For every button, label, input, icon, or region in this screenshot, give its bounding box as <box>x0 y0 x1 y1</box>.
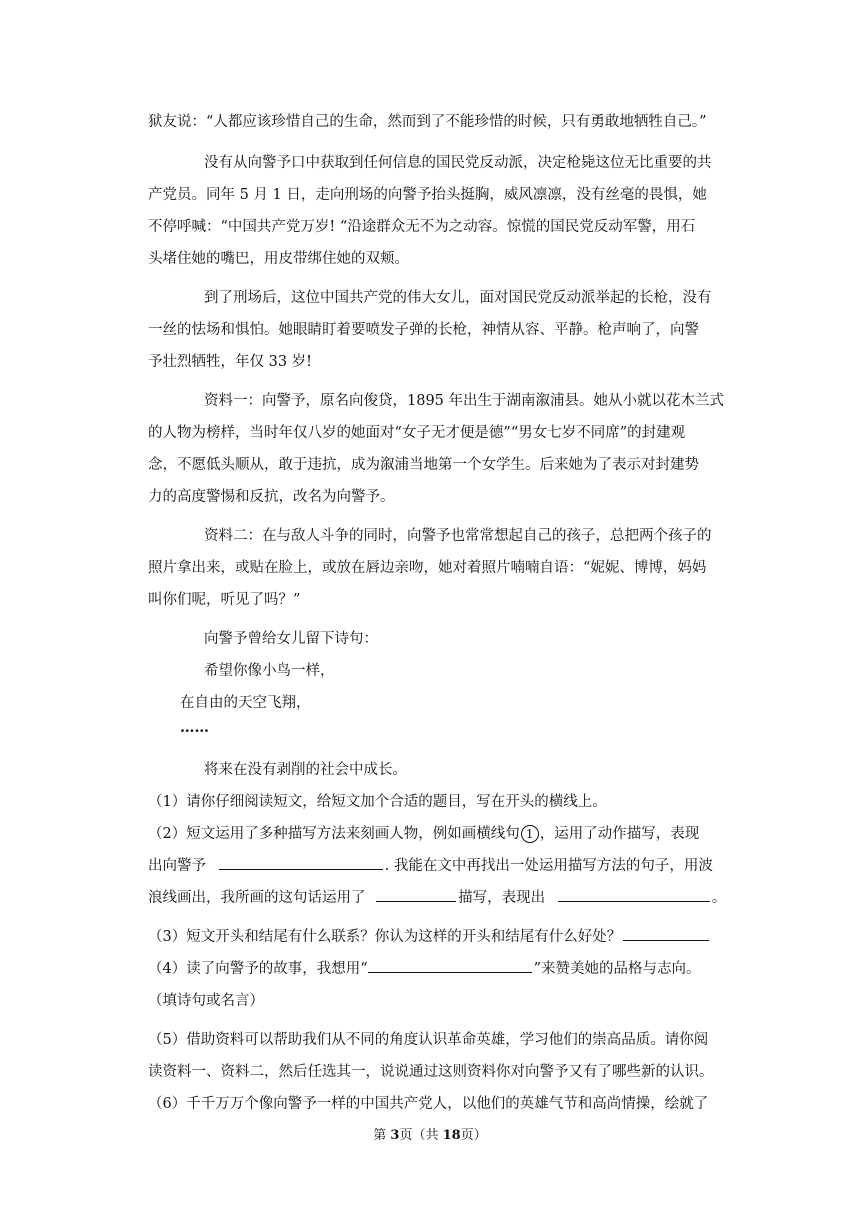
question-5-line: （5）借助资料可以帮助我们从不同的角度认识革命英雄，学习他们的崇高品质。请你阅 <box>148 1032 709 1048</box>
poem-intro: 向警予曾给女儿留下诗句： <box>204 631 378 647</box>
intro-line: 狱友说：“人都应该珍惜自己的生命，然而到了不能珍惜的时候，只有勇敢地牺牲自己。” <box>148 114 707 130</box>
question-2-text: （2）短文运用了多种描写方法来刻画人物，例如画横线句 <box>148 826 520 842</box>
answer-blank[interactable] <box>219 855 383 870</box>
poem-line: 在自由的天空飞翔， <box>180 695 311 711</box>
material-one-line: 念，不愿低头顺从，敢于违抗，成为溆浦当地第一个女学生。后来她为了表示对封建势 <box>148 457 699 473</box>
material-one-line: 力的高度警惕和反抗，改名为向警予。 <box>148 489 395 505</box>
question-2-line <box>148 886 726 907</box>
question-4-note: （填诗句或名言） <box>148 993 264 1009</box>
question-2-text: 。 <box>711 890 727 906</box>
paragraph-line: 不停呼喊：“中国共产党万岁! “沿途群众无不为之动容。惊慌的国民党反动军警，用石 <box>148 219 696 235</box>
paragraph-line: 产党员。同年 5 月 1 日，走向刑场的向警予抬头挺胸，威风凛凛，没有丝毫的畏惧，她 <box>148 187 707 203</box>
footer-total-pages: 18 <box>442 1128 461 1143</box>
question-2-text: 浪线画出，我所画的这句话运用了 <box>148 890 366 906</box>
question-1: （1）请你仔细阅读短文，给短文加个合适的题目，写在开头的横线上。 <box>148 794 607 810</box>
poem-ellipsis: …… <box>180 719 209 736</box>
question-4-text: ”来赞美她的品格与志向。 <box>533 961 701 977</box>
page-footer <box>0 1124 860 1143</box>
material-one-line: 的人物为榜样，当时年仅八岁的她面对“女子无才便是德”“男女七岁不同席”的封建观 <box>148 425 686 441</box>
question-2-text: 描写，表现出 <box>458 890 546 906</box>
answer-blank[interactable] <box>376 887 456 902</box>
circled-number: 1 <box>521 825 539 843</box>
question-2-line <box>148 854 713 875</box>
question-2-line <box>148 822 699 843</box>
answer-blank[interactable] <box>368 958 532 973</box>
question-3-text: （3）短文开头和结尾有什么联系？你认为这样的开头和结尾有什么好处？ <box>148 929 622 945</box>
question-5-line: 读资料一、资料二，然后任选其一，说说通过这则资料你对向警予又有了哪些新的认识。 <box>148 1064 714 1080</box>
question-3-line <box>148 925 711 946</box>
question-2-text: . 我能在文中再找出一处运用描写方法的句子，用波 <box>384 858 713 874</box>
footer-prefix: 第 <box>373 1128 391 1143</box>
material-two-line: 照片拿出来，或贴在脸上，或放在唇边亲吻，她对着照片喃喃自语：“妮妮、博博，妈妈 <box>148 560 707 576</box>
material-two-line: 叫你们呢，听见了吗？” <box>148 592 301 608</box>
material-one-line: 资料一：向警予，原名向俊贷，1895 年出生于湖南溆浦县。她从小就以花木兰式 <box>204 393 725 409</box>
question-4-text: （4）读了向警予的故事，我想用“ <box>148 961 368 977</box>
answer-blank[interactable] <box>623 926 709 941</box>
poem-line: 希望你像小鸟一样， <box>204 663 335 679</box>
paragraph-line: 一丝的怯场和惧怕。她眼睛盯着要喷发子弹的长枪，神情从容、平静。枪声响了，向警 <box>148 322 699 338</box>
paragraph-line: 予壮烈牺牲，年仅 33 岁! <box>148 354 312 370</box>
question-2-text: 出向警予 <box>148 858 206 874</box>
question-2-text: ，运用了动作描写，表现 <box>539 826 700 842</box>
answer-blank[interactable] <box>558 887 710 902</box>
question-6-line: （6）千千万万个像向警予一样的中国共产党人，以他们的英雄气节和高尚情操，绘就了 <box>148 1096 709 1112</box>
material-two-line: 资料二：在与敌人斗争的同时，向警予也常常想起自己的孩子，总把两个孩子的 <box>204 528 712 544</box>
question-4-line <box>148 957 701 978</box>
paragraph-line: 没有从向警予口中获取到任何信息的国民党反动派，决定枪毙这位无比重要的共 <box>204 155 712 171</box>
paragraph-line: 到了刑场后，这位中国共产党的伟大女儿，面对国民党反动派举起的长枪，没有 <box>204 290 712 306</box>
footer-mid: 页（共 <box>399 1128 443 1143</box>
footer-page-number: 3 <box>390 1128 400 1143</box>
poem-line: 将来在没有剥削的社会中成长。 <box>204 762 407 778</box>
paragraph-line: 头堵住她的嘴巴，用皮带绑住她的双颊。 <box>148 251 409 267</box>
footer-suffix: 页） <box>460 1128 487 1143</box>
